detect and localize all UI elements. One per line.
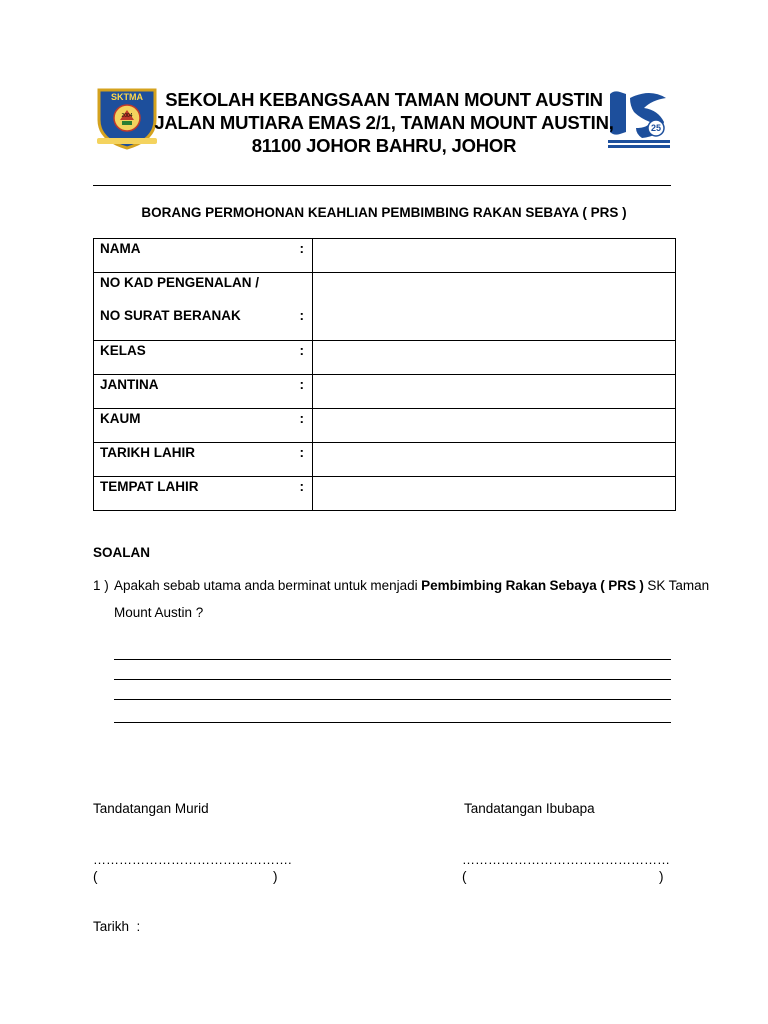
school-address-line2: 81100 JOHOR BAHRU, JOHOR: [251, 135, 517, 156]
table-row: [94, 341, 676, 375]
table-row: [94, 477, 676, 511]
table-row: [94, 239, 676, 273]
field-label-jantina: JANTINA: [100, 377, 159, 392]
anniversary-number: 25: [650, 123, 662, 133]
field-colon: :: [299, 445, 304, 460]
field-value-jantina[interactable]: [313, 375, 676, 409]
student-name-open-paren: (: [93, 869, 98, 884]
field-label-kelas: KELAS: [100, 343, 146, 358]
field-label-tarikh-lahir: TARIKH LAHIR: [100, 445, 195, 460]
header-divider: [93, 185, 671, 186]
field-value-nama[interactable]: [313, 239, 676, 273]
school-address-line1: JALAN MUTIARA EMAS 2/1, TAMAN MOUNT AUSTIN,: [154, 112, 614, 133]
field-label-nama: NAMA: [100, 241, 141, 256]
questions-heading: SOALAN: [93, 545, 150, 560]
field-colon: :: [299, 479, 304, 494]
table-row: [94, 375, 676, 409]
question-1-number: 1 ): [93, 578, 109, 593]
table-row: [94, 409, 676, 443]
question-1-line2: Mount Austin ?: [114, 605, 204, 620]
student-info-table: [93, 238, 676, 511]
field-value-tempat-lahir[interactable]: [313, 477, 676, 511]
field-colon: :: [299, 241, 304, 256]
question-1-text: [114, 578, 709, 594]
parent-signature-line[interactable]: …………………………………………: [462, 852, 670, 867]
answer-line[interactable]: [114, 722, 671, 723]
crest-abbrev: SKTMA: [111, 92, 143, 102]
parent-signature-label: Tandatangan Ibubapa: [464, 801, 595, 816]
field-value-kaum[interactable]: [313, 409, 676, 443]
answer-line[interactable]: [114, 659, 671, 660]
question-1-part1: Apakah sebab utama anda berminat untuk menjadi: [114, 578, 422, 593]
field-colon: :: [299, 308, 304, 323]
field-label-tempat-lahir: TEMPAT LAHIR: [100, 479, 199, 494]
table-row: [94, 443, 676, 477]
question-1-part2: SK Taman: [643, 578, 710, 593]
school-name: SEKOLAH KEBANGSAAN TAMAN MOUNT AUSTIN: [165, 89, 603, 110]
field-value-ic[interactable]: [313, 273, 676, 341]
field-label-kaum: KAUM: [100, 411, 141, 426]
field-colon: :: [299, 377, 304, 392]
form-title: BORANG PERMOHONAN KEAHLIAN PEMBIMBING RAKAN SEBAYA ( PRS ): [141, 205, 627, 220]
date-label: Tarikh :: [93, 919, 141, 934]
parent-name-close-paren: ): [659, 869, 664, 884]
field-value-kelas[interactable]: [313, 341, 676, 375]
student-signature-label: Tandatangan Murid: [93, 801, 209, 816]
field-value-tarikh-lahir[interactable]: [313, 443, 676, 477]
field-colon: :: [299, 411, 304, 426]
table-row: [94, 273, 676, 341]
student-name-close-paren: ): [273, 869, 278, 884]
answer-line[interactable]: [114, 679, 671, 680]
field-label-ic: NO KAD PENGENALAN /: [100, 275, 260, 290]
field-colon: :: [299, 343, 304, 358]
question-1-emphasis: Pembimbing Rakan Sebaya ( PRS ): [421, 578, 644, 593]
student-signature-line[interactable]: ……………………………………….: [93, 852, 292, 867]
parent-name-open-paren: (: [462, 869, 467, 884]
crest-year: 2004: [121, 113, 133, 119]
field-label-birth-cert: NO SURAT BERANAK: [100, 308, 241, 323]
answer-line[interactable]: [114, 699, 671, 700]
